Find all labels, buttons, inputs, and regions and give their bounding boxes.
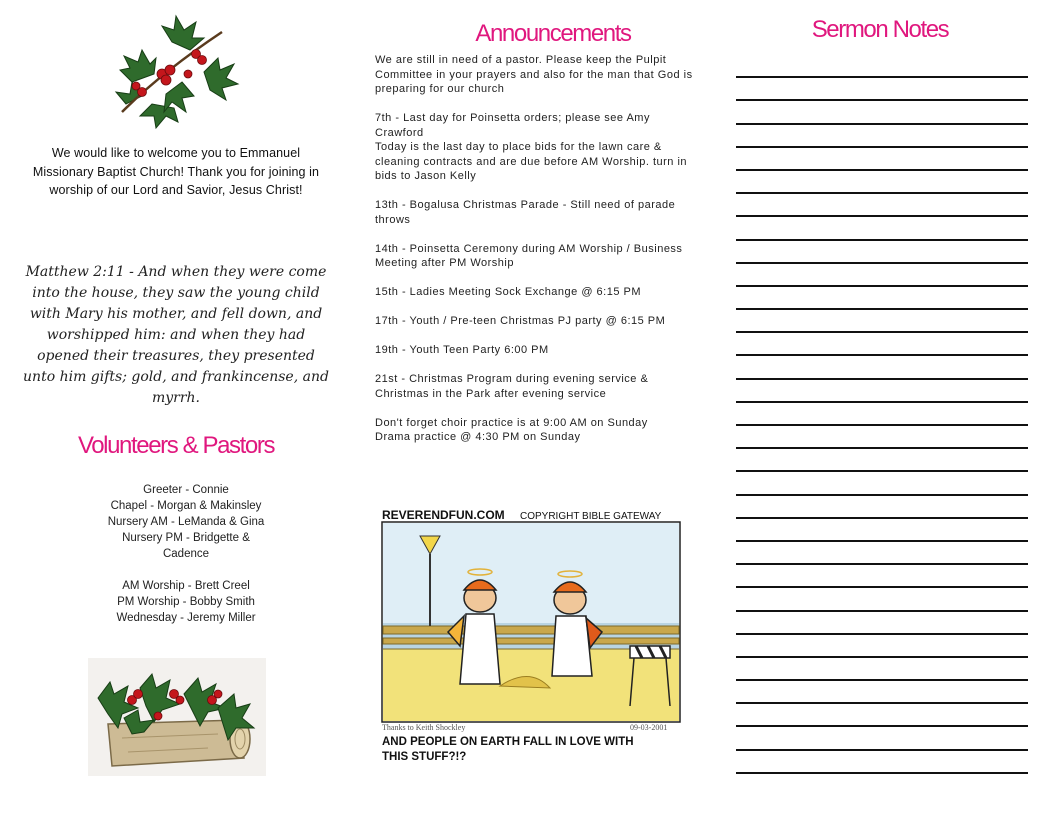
note-line (736, 403, 1028, 426)
note-line (736, 333, 1028, 356)
cartoon-credit: Thanks to Keith Shockley (382, 723, 466, 732)
cartoon-caption-line1: AND PEOPLE ON EARTH FALL IN LOVE WITH (382, 736, 634, 748)
sermon-notes-panel (704, 0, 1056, 816)
pastor-line: Wednesday - Jeremy Miller (116, 612, 256, 624)
note-line (736, 287, 1028, 310)
note-line (736, 194, 1028, 217)
note-line (736, 519, 1028, 542)
list-spacer (60, 562, 312, 578)
left-panel (0, 0, 352, 816)
announcement-item: We are still in need of a pastor. Please keep the Pulpit Committee in your prayers and also for the man that God is preparing for our church (375, 54, 693, 95)
note-line (736, 78, 1028, 101)
announcement-item: 19th - Youth Teen Party 6:00 PM (375, 344, 549, 356)
pastor-line: AM Worship - Brett Creel (122, 580, 250, 592)
cartoon-site-label: REVERENDFUN.COM (382, 508, 505, 522)
volunteers-heading: Volunteers & Pastors (77, 432, 275, 459)
sermon-notes-heading: Sermon Notes (811, 16, 949, 43)
note-line (736, 565, 1028, 588)
pastor-line: PM Worship - Bobby Smith (117, 596, 255, 608)
volunteer-line: Chapel - Morgan & Makinsley (110, 500, 262, 512)
announcement-item: 13th - Bogalusa Christmas Parade - Still need of parade throws (375, 199, 676, 226)
announcement-item: Drama practice @ 4:30 PM on Sunday (375, 431, 581, 443)
volunteers-list (60, 482, 312, 626)
note-line (736, 310, 1028, 333)
note-line (736, 241, 1028, 264)
holly-sprig-image (112, 12, 240, 130)
announcements-heading: Announcements (475, 20, 631, 47)
volunteer-line: Greeter - Connie (143, 484, 229, 496)
note-line (736, 658, 1028, 681)
note-line (736, 101, 1028, 124)
announcement-item: 14th - Poinsetta Ceremony during AM Worship / Business Meeting after PM Worship (375, 242, 683, 269)
note-line (736, 55, 1028, 78)
announcement-item: 7th - Last day for Poinsetta orders; please see Amy Crawford (375, 112, 650, 139)
scripture-verse: Matthew 2:11 - And when they were come into the house, they saw the young child with Mary his mother, and fell down, and worshipped him: and when they had opened their treasures, they presented unto him gifts; gold, and frankincense, and myrrh. (23, 264, 329, 406)
volunteer-line: Nursery PM - Bridgette & (122, 532, 250, 544)
note-line (736, 496, 1028, 519)
cartoon-image (380, 506, 690, 768)
volunteer-line: Cadence (162, 548, 210, 560)
note-line (736, 264, 1028, 287)
note-line (736, 125, 1028, 148)
cartoon-caption-line2: THIS STUFF?!? (382, 751, 467, 763)
note-line (736, 217, 1028, 240)
note-line (736, 751, 1028, 774)
announcement-item: 17th - Youth / Pre-teen Christmas PJ party @ 6:15 PM (375, 315, 666, 327)
welcome-message: We would like to welcome you to Emmanuel Missionary Baptist Church! Thank you for joining in worship of our Lord and Savior, Jesus Christ! (32, 146, 320, 197)
volunteer-line: Nursery AM - LeManda & Gina (107, 516, 265, 528)
announcements-list (375, 53, 695, 445)
note-line (736, 449, 1028, 472)
note-line (736, 681, 1028, 704)
note-line (736, 356, 1028, 379)
notes-lines (736, 55, 1028, 774)
announcement-item: 21st - Christmas Program during evening service & Christmas in the Park after evening service (375, 373, 649, 400)
note-line (736, 426, 1028, 449)
holly-log-image (88, 658, 266, 776)
cartoon-copyright-label: COPYRIGHT BIBLE GATEWAY (520, 511, 662, 522)
note-line (736, 380, 1028, 403)
announcements-panel (352, 0, 704, 816)
note-line (736, 171, 1028, 194)
note-line (736, 472, 1028, 495)
note-line (736, 635, 1028, 658)
note-line (736, 612, 1028, 635)
note-line (736, 148, 1028, 171)
announcement-item: 15th - Ladies Meeting Sock Exchange @ 6:15 PM (375, 286, 642, 298)
announcement-item: Today is the last day to place bids for the lawn care & cleaning contracts and are due before AM Worship. turn in bids to Jason Kelly (375, 141, 688, 182)
cartoon-date: 09-03-2001 (630, 723, 668, 732)
announcement-item: Don't forget choir practice is at 9:00 AM on Sunday (375, 416, 648, 429)
note-line (736, 727, 1028, 750)
note-line (736, 542, 1028, 565)
note-line (736, 704, 1028, 727)
note-line (736, 588, 1028, 611)
